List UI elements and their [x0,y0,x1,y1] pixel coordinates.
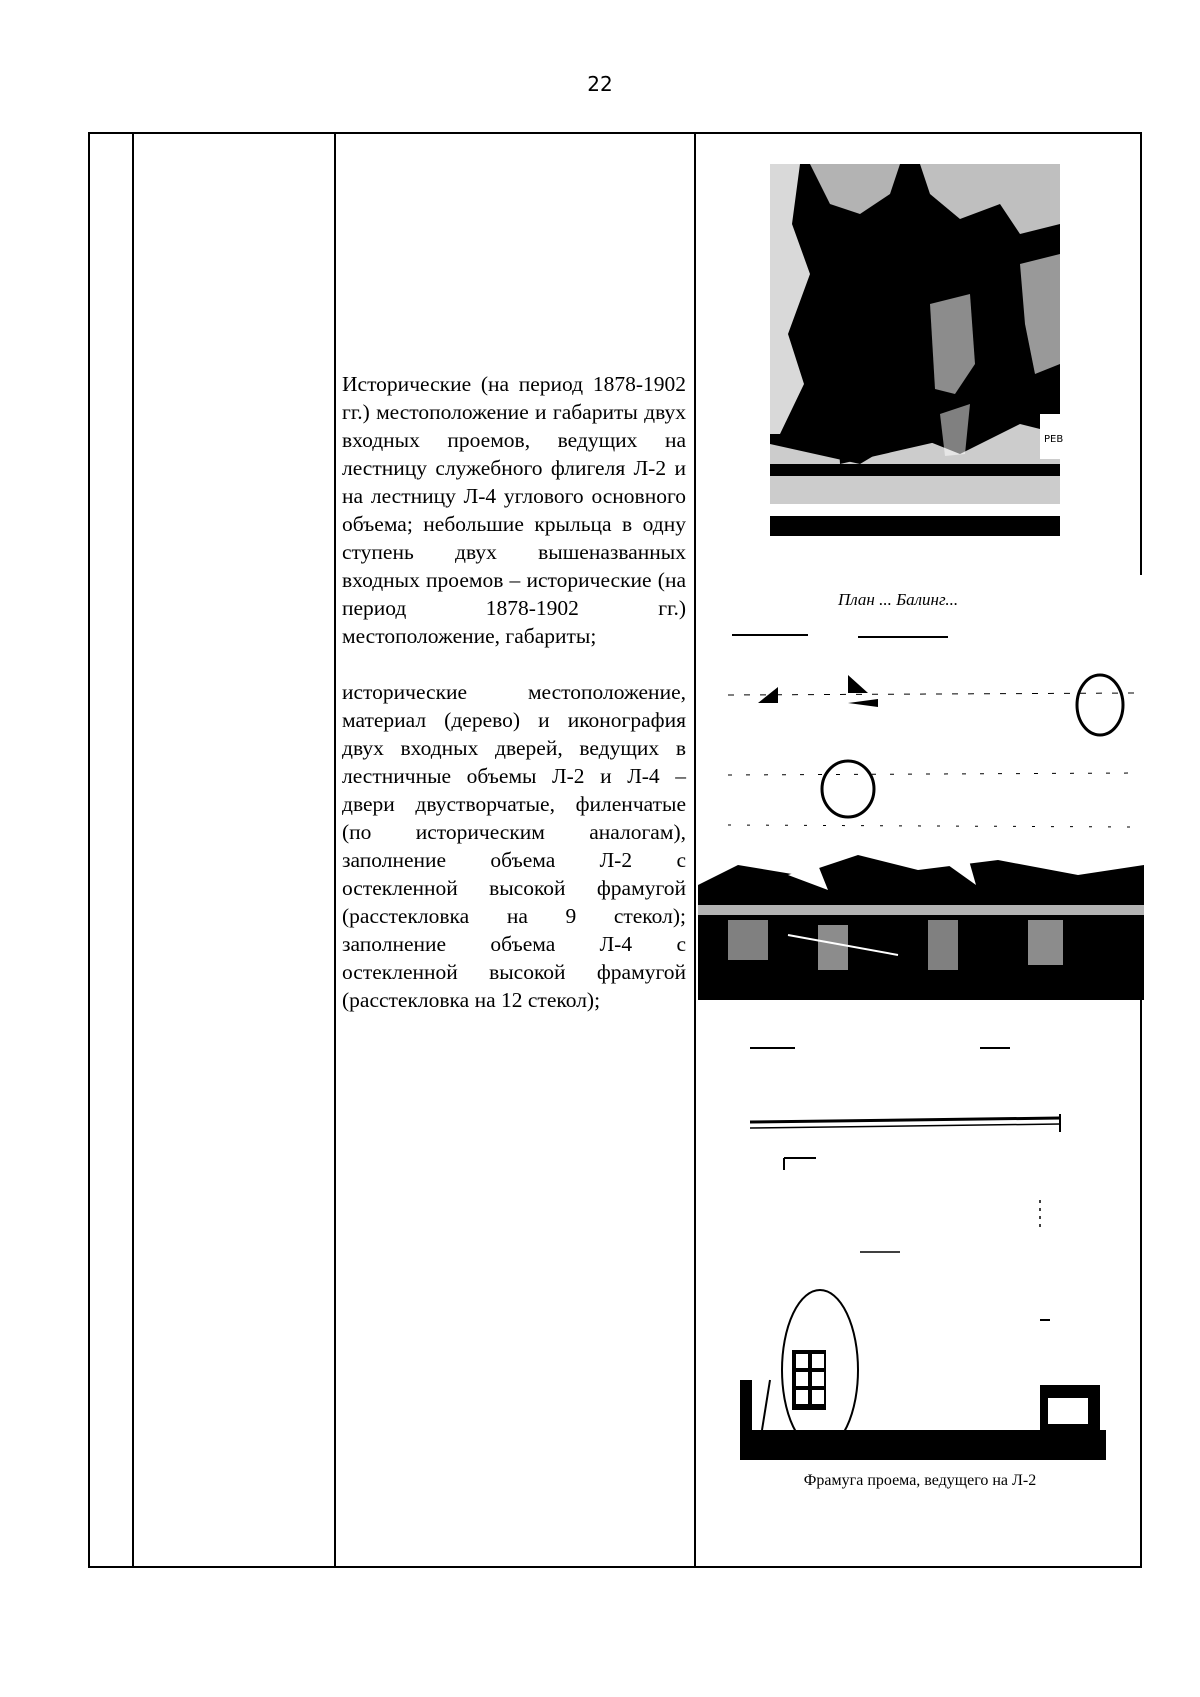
page-number: 22 [587,72,613,96]
column-divider-3 [694,134,696,1566]
description-cell [342,370,686,1014]
facade-plan-scan [698,575,1144,1000]
doorway-photo [770,164,1064,536]
plan-heading: План ... Балинг... [838,590,959,609]
transom-drawing-scan [740,1020,1106,1468]
transom-caption: Фрамуга проема, ведущего на Л-2 [803,1472,1037,1489]
description-paragraph-1: Исторические (на период 1878-1902 гг.) местоположение и габариты двух входных проемов, ведущих на лестницу служебного флигеля Л-2 и на лестницу Л-4 углового основного объема; небольшие крыльца в одну ступень двух вышеназванных входных проемов – исторические (на период 1878-1902 гг.) местоположение, габариты; [342,372,686,648]
description-paragraph-2: исторические местоположение, материал (дерево) и иконография двух входных дверей, ведущих в лестничные объемы Л-2 и Л-4 – двери двустворчатые, филенчатые (по историческим аналогам), заполнение объема Л-2 с остекленной высокой фрамугой (расстекловка на 9 стекол); заполнение объема Л-4 с остекленной высокой фрамугой (расстекловка на 12 стекол); [342,680,686,1012]
column-divider-2 [334,134,336,1566]
svg-text:РЕВ: РЕВ [1044,434,1064,445]
column-divider-1 [132,134,134,1566]
